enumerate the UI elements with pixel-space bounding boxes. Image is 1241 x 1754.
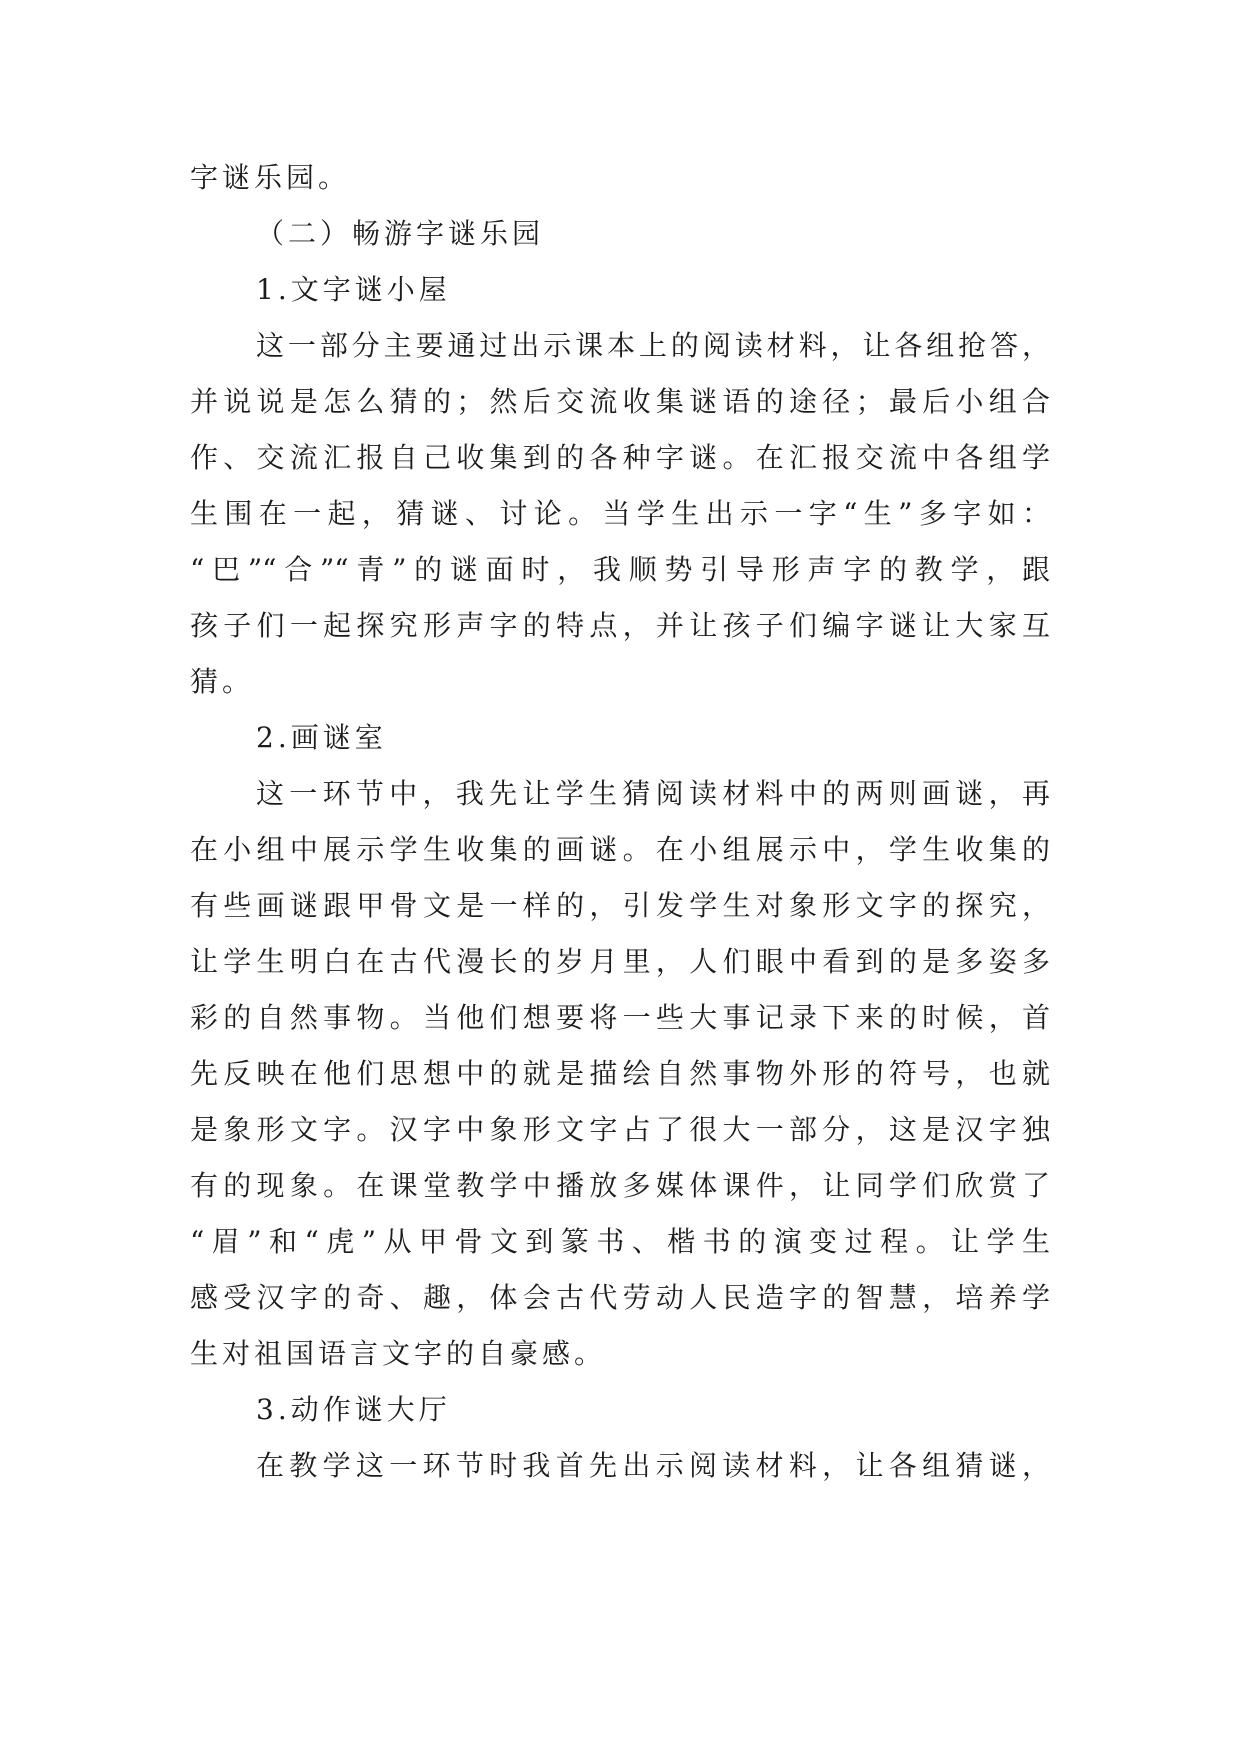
paragraph-line: 这一环节中，我先让学生猜阅读材料中的两则画谜，再 [256, 777, 1050, 810]
paragraph-line: 感受汉字的奇、趣，体会古代劳动人民造字的智慧，培养学 [190, 1281, 1050, 1314]
subsection-heading: 2.画谜室 [256, 721, 387, 754]
paragraph-line: “眉”和“虎”从甲骨文到篆书、楷书的演变过程。让学生 [190, 1225, 1050, 1258]
paragraph-line: 彩的自然事物。当他们想要将一些大事记录下来的时候，首 [190, 1001, 1050, 1034]
paragraph-line: 让学生明白在古代漫长的岁月里，人们眼中看到的是多姿多 [190, 945, 1050, 978]
paragraph-line: 有的现象。在课堂教学中播放多媒体课件，让同学们欣赏了 [190, 1169, 1050, 1202]
paragraph-line: 作、交流汇报自己收集到的各种字谜。在汇报交流中各组学 [190, 441, 1050, 474]
paragraph-line: 字谜乐园。 [190, 161, 351, 194]
subsection-heading: 3.动作谜大厅 [256, 1393, 451, 1426]
paragraph-line: 是象形文字。汉字中象形文字占了很大一部分，这是汉字独 [190, 1113, 1050, 1146]
paragraph-line: 有些画谜跟甲骨文是一样的，引发学生对象形文字的探究， [190, 889, 1050, 922]
paragraph-line: 生围在一起，猜谜、讨论。当学生出示一字“生”多字如： [190, 497, 1050, 530]
body-text [190, 150, 1050, 1494]
section-heading: （二）畅游字谜乐园 [256, 217, 545, 250]
paragraph-line: 生对祖国语言文字的自豪感。 [190, 1337, 607, 1370]
paragraph-line: 在小组中展示学生收集的画谜。在小组展示中，学生收集的 [190, 833, 1050, 866]
paragraph-line: 并说说是怎么猜的；然后交流收集谜语的途径；最后小组合 [190, 385, 1050, 418]
subsection-heading: 1.文字谜小屋 [256, 273, 451, 306]
paragraph-line: 孩子们一起探究形声字的特点，并让孩子们编字谜让大家互 [190, 609, 1050, 642]
paragraph-line: 猜。 [190, 665, 255, 698]
paragraph-line: 先反映在他们思想中的就是描绘自然事物外形的符号，也就 [190, 1057, 1050, 1090]
paragraph-line: 在教学这一环节时我首先出示阅读材料，让各组猜谜， [256, 1449, 1050, 1482]
paragraph-line: “巴”“合”“青”的谜面时，我顺势引导形声字的教学，跟 [190, 553, 1050, 586]
paragraph-line: 这一部分主要通过出示课本上的阅读材料，让各组抢答， [256, 329, 1050, 362]
